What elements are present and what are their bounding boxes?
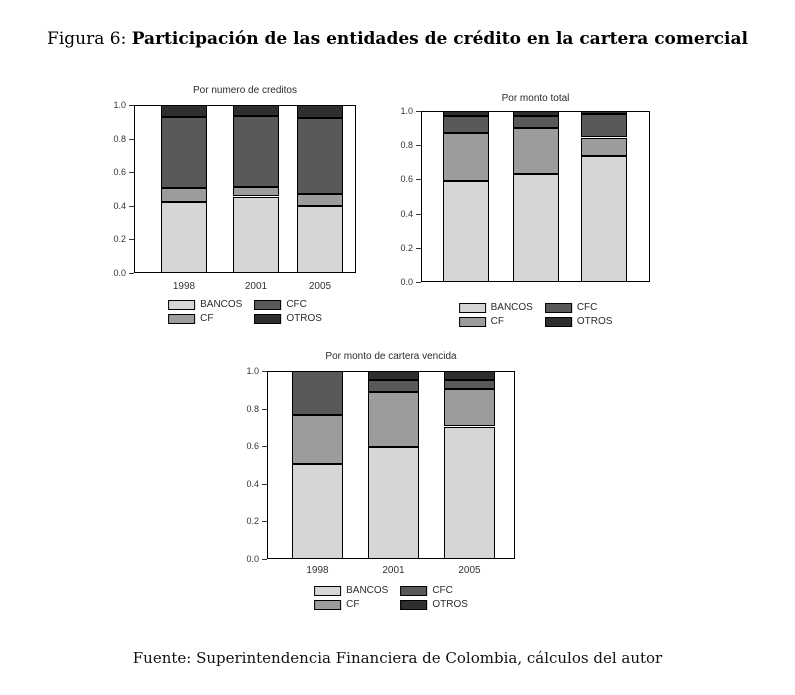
y-axis-tick: [129, 172, 134, 173]
y-axis-tick-label: 0.4: [246, 479, 259, 489]
legend-label-otros: OTROS: [576, 316, 613, 327]
figure-title-text: Participación de las entidades de crédito en la cartera comercial: [131, 29, 748, 49]
bar-segment-cf: [233, 187, 279, 196]
bar-segment-bancos: [444, 427, 495, 560]
bar-segment-cfc: [297, 118, 343, 194]
y-axis-tick-label: 1.0: [113, 100, 126, 110]
bar-segment-otros: [581, 111, 627, 114]
bar-segment-cf: [292, 415, 343, 464]
y-axis-tick: [416, 145, 421, 146]
legend-item-cf: [314, 599, 388, 610]
y-axis-tick-label: 0.2: [400, 243, 413, 253]
legend-label-cfc: CFC: [286, 299, 307, 310]
bar-segment-otros: [443, 111, 489, 116]
bar-segment-bancos: [161, 202, 207, 273]
y-axis-tick-label: 0.6: [246, 441, 259, 451]
legend-swatch-bancos: [168, 300, 195, 310]
legend-label-bancos: BANCOS: [490, 302, 533, 313]
bar-segment-cf: [513, 128, 559, 174]
legend-label-bancos: BANCOS: [346, 585, 389, 596]
bar-segment-bancos: [368, 447, 419, 559]
bar-segment-cfc: [581, 114, 627, 137]
legend: [168, 299, 322, 324]
y-axis-tick-label: 0.8: [400, 140, 413, 150]
legend-swatch-cf: [314, 600, 341, 610]
bar-segment-cfc: [292, 371, 343, 415]
y-axis-tick: [129, 273, 134, 274]
legend-label-cf: CF: [200, 313, 214, 324]
bar-segment-cfc: [443, 116, 489, 133]
y-axis-tick-label: 0.4: [400, 209, 413, 219]
y-axis-tick-label: 0.2: [113, 234, 126, 244]
legend-item-bancos: [459, 302, 533, 313]
y-axis-tick-label: 0.6: [400, 174, 413, 184]
x-axis-label-2001: 2001: [382, 565, 405, 576]
bar-segment-cfc: [444, 380, 495, 389]
legend: [459, 302, 613, 327]
legend-swatch-cfc: [254, 300, 281, 310]
legend-item-otros: [545, 316, 613, 327]
bar-segment-otros: [444, 371, 495, 380]
legend-item-otros: [400, 599, 468, 610]
y-axis-tick: [416, 214, 421, 215]
bar-segment-bancos: [513, 174, 559, 282]
y-axis-tick: [416, 179, 421, 180]
source-caption: Fuente: Superintendencia Financiera de Colombia, cálculos del autor: [132, 649, 663, 667]
legend-item-bancos: [314, 585, 388, 596]
legend-item-cf: [168, 313, 242, 324]
bar-segment-bancos: [297, 206, 343, 273]
legend-label-otros: OTROS: [286, 313, 322, 324]
bar-segment-bancos: [292, 464, 343, 559]
y-axis-tick-label: 1.0: [246, 366, 259, 376]
legend-label-cf: CF: [346, 599, 360, 610]
legend-label-cfc: CFC: [576, 302, 598, 313]
y-axis-tick: [129, 139, 134, 140]
bar-segment-otros: [368, 371, 419, 380]
y-axis-tick-label: 0.0: [246, 554, 259, 564]
y-axis-tick: [129, 206, 134, 207]
legend-item-cfc: [545, 302, 613, 313]
legend-item-cfc: [400, 585, 468, 596]
y-axis-tick-label: 0.6: [113, 167, 126, 177]
bar-segment-cfc: [368, 380, 419, 392]
bar-segment-otros: [297, 105, 343, 118]
figure-title: [0, 29, 795, 49]
y-axis-tick: [262, 559, 267, 560]
legend: [314, 585, 468, 610]
bar-segment-cf: [161, 188, 207, 202]
bar-segment-bancos: [581, 156, 627, 283]
y-axis-tick: [129, 105, 134, 106]
y-axis-tick: [262, 446, 267, 447]
legend-label-cfc: CFC: [432, 585, 453, 596]
x-axis-label-2005: 2005: [458, 565, 481, 576]
bar-segment-cfc: [513, 116, 559, 128]
y-axis-tick: [262, 484, 267, 485]
bar-segment-otros: [233, 105, 279, 116]
bar-segment-cf: [444, 389, 495, 427]
y-axis-tick: [416, 111, 421, 112]
chart-title-por-monto-de-cartera-vencida: Por monto de cartera vencida: [325, 351, 457, 362]
y-axis-tick-label: 0.0: [113, 268, 126, 278]
y-axis-tick: [129, 239, 134, 240]
bar-segment-otros: [513, 111, 559, 116]
y-axis-tick: [416, 282, 421, 283]
legend-swatch-otros: [400, 600, 427, 610]
legend-swatch-otros: [545, 317, 572, 327]
bar-segment-cf: [368, 392, 419, 448]
x-axis-label-1998: 1998: [306, 565, 329, 576]
legend-item-otros: [254, 313, 322, 324]
y-axis-tick-label: 0.8: [113, 134, 126, 144]
chart-title-por-numero-de-creditos: Por numero de creditos: [193, 85, 297, 96]
y-axis-tick: [416, 248, 421, 249]
legend-swatch-bancos: [314, 586, 341, 596]
y-axis-tick: [262, 371, 267, 372]
bar-segment-bancos: [443, 181, 489, 282]
legend-item-cfc: [254, 299, 322, 310]
figure-number-label: Figura 6:: [47, 29, 127, 49]
legend-swatch-otros: [254, 314, 281, 324]
legend-swatch-bancos: [459, 303, 486, 313]
y-axis-tick-label: 0.0: [400, 277, 413, 287]
y-axis-tick-label: 0.2: [246, 516, 259, 526]
legend-item-cf: [459, 316, 533, 327]
x-axis-label-2005: 2005: [308, 281, 332, 292]
legend-swatch-cfc: [545, 303, 572, 313]
legend-item-bancos: [168, 299, 242, 310]
bar-segment-cf: [443, 133, 489, 181]
bar-segment-cf: [581, 138, 627, 156]
bar-segment-cfc: [233, 116, 279, 187]
y-axis-tick-label: 1.0: [400, 106, 413, 116]
y-axis-tick-label: 0.8: [246, 404, 259, 414]
legend-label-cf: CF: [490, 316, 504, 327]
y-axis-tick: [262, 409, 267, 410]
bar-segment-otros: [161, 105, 207, 117]
x-axis-label-1998: 1998: [172, 281, 196, 292]
y-axis-tick: [262, 521, 267, 522]
legend-swatch-cf: [459, 317, 486, 327]
legend-swatch-cfc: [400, 586, 427, 596]
bar-segment-bancos: [233, 197, 279, 273]
bar-segment-cf: [297, 194, 343, 206]
legend-label-bancos: BANCOS: [200, 299, 243, 310]
chart-title-por-monto-total: Por monto total: [501, 93, 570, 104]
bar-segment-cfc: [161, 117, 207, 188]
x-axis-label-2001: 2001: [244, 281, 268, 292]
legend-label-otros: OTROS: [432, 599, 468, 610]
legend-swatch-cf: [168, 314, 195, 324]
y-axis-tick-label: 0.4: [113, 201, 126, 211]
